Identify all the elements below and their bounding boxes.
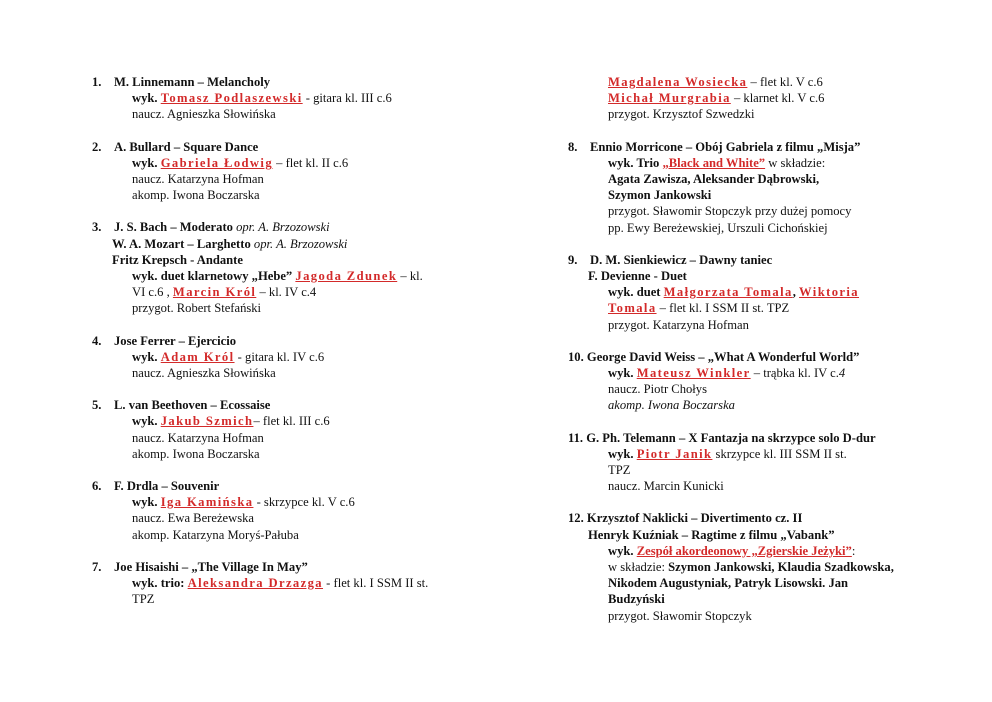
- ensemble-label: w składzie:: [608, 560, 669, 575]
- performer-name: Jagoda Zdunek: [295, 269, 398, 284]
- performer-name: Tomasz Podlaszewski: [160, 91, 303, 106]
- program-item-6: [92, 478, 492, 543]
- performer-label: wyk.: [132, 414, 161, 429]
- performer-label: wyk.: [608, 446, 637, 461]
- program-item-11: [568, 430, 978, 495]
- preparer-line: przygot. Robert Stefański: [132, 301, 262, 316]
- program-item-3: [92, 219, 492, 316]
- program-item-4: [92, 333, 492, 382]
- piece-title: George David Weiss – „What A Wonderful World”: [586, 349, 860, 364]
- left-column: [92, 74, 492, 623]
- item-number: 10.: [568, 349, 584, 364]
- separator: ,: [792, 285, 800, 300]
- ensemble-members: Budzyński: [608, 592, 665, 607]
- performer-name: Gabriela Łodwig: [160, 155, 274, 170]
- item-number: 1.: [92, 75, 102, 89]
- piece-title: F. Drdla – Souvenir: [114, 479, 220, 494]
- item-number: 8.: [568, 139, 578, 154]
- accompanist-line: akomp. Iwona Boczarska: [132, 188, 260, 203]
- performer-details: – kl. IV c.4: [256, 285, 317, 300]
- performer-details: – flet kl. II c.6: [273, 155, 349, 170]
- piece-title: W. A. Mozart – Larghetto: [112, 236, 251, 251]
- preparer-line: przygot. Katarzyna Hofman: [608, 317, 749, 332]
- teacher-line: naucz. Marcin Kunicki: [608, 479, 724, 494]
- performer-details: w składzie:: [765, 155, 826, 170]
- performer-label: wyk.: [608, 366, 637, 381]
- performer-name: Wiktoria: [799, 285, 859, 300]
- performer-details: 4: [838, 366, 846, 381]
- teacher-line: naucz. Katarzyna Hofman: [132, 430, 264, 445]
- performer-name: Małgorzata Tomala: [663, 285, 793, 300]
- arranger: opr. A. Brzozowski: [250, 236, 348, 251]
- ensemble-members: Agata Zawisza, Aleksander Dąbrowski,: [608, 172, 820, 187]
- program-item-8: [568, 139, 978, 236]
- program-item-1: [92, 74, 492, 123]
- performer-name: Iga Kamińska: [160, 495, 254, 510]
- piece-title: Jose Ferrer – Ejercicio: [114, 333, 237, 348]
- piece-title: F. Devienne - Duet: [588, 269, 687, 284]
- ensemble-members: Nikodem Augustyniak, Patryk Lisowski. Jan: [608, 576, 849, 591]
- performer-details: - skrzypce kl. V c.6: [253, 495, 355, 510]
- item-number: 12.: [568, 511, 584, 526]
- item-number: 7.: [92, 559, 102, 574]
- performer-label: wyk. duet: [608, 285, 664, 300]
- program-item-2: [92, 139, 492, 204]
- performer-details: skrzypce kl. III SSM II st.: [712, 446, 847, 461]
- ensemble-members: Szymon Jankowski, Klaudia Szadkowska,: [668, 560, 894, 575]
- performer-name: Marcin Król: [172, 285, 257, 300]
- piece-title: J. S. Bach – Moderato: [114, 220, 233, 235]
- item-number: 4.: [92, 333, 102, 348]
- piece-title: D. M. Sienkiewicz – Dawny taniec: [590, 252, 773, 267]
- performer-label: wyk. Trio: [608, 155, 663, 170]
- performer-details: TPZ: [608, 463, 631, 478]
- right-column: [568, 74, 978, 640]
- performer-label: wyk. trio:: [132, 576, 188, 591]
- performer-details: – flet kl. V c.6: [747, 75, 823, 89]
- piece-title: Joe Hisaishi – „The Village In May”: [114, 559, 308, 574]
- performer-label: wyk.: [132, 91, 161, 106]
- piece-title: Fritz Krepsch - Andante: [112, 252, 243, 267]
- piece-title: A. Bullard – Square Dance: [114, 139, 259, 154]
- program-item-12: [568, 510, 978, 623]
- teacher-line: naucz. Agnieszka Słowińska: [132, 107, 276, 122]
- accompanist-line: akomp. Iwona Boczarska: [132, 446, 260, 461]
- performer-name: Michał Murgrabia: [608, 91, 731, 106]
- teacher-line: naucz. Ewa Bereżewska: [132, 511, 255, 526]
- performer-details: – klarnet kl. V c.6: [730, 91, 825, 106]
- item-number: 2.: [92, 139, 102, 154]
- piece-title: G. Ph. Telemann – X Fantazja na skrzypce solo D-dur: [586, 430, 876, 445]
- arranger: opr. A. Brzozowski: [232, 220, 330, 235]
- piece-title: Ennio Morricone – Obój Gabriela z filmu „Misja”: [590, 139, 861, 154]
- performer-details: – flet kl. III c.6: [253, 414, 330, 429]
- teacher-line: naucz. Katarzyna Hofman: [132, 172, 264, 187]
- preparer-line: pp. Ewy Bereżewskiej, Urszuli Cichońskiej: [608, 220, 828, 235]
- item-number: 3.: [92, 220, 102, 235]
- performer-name: Piotr Janik: [636, 446, 713, 461]
- performer-name: Aleksandra Drzazga: [187, 576, 324, 591]
- performer-name: Mateusz Winkler: [636, 366, 751, 381]
- performer-name: „Black and White”: [662, 155, 766, 170]
- performer-name: Adam Król: [160, 349, 235, 364]
- performer-details: TPZ: [132, 592, 155, 607]
- performer-label: wyk.: [132, 495, 161, 510]
- piece-title: Krzysztof Naklicki – Divertimento cz. II: [586, 511, 803, 526]
- item-number: 9.: [568, 252, 578, 267]
- preparer-line: przygot. Sławomir Stopczyk: [608, 608, 752, 623]
- teacher-line: naucz. Piotr Chołys: [608, 382, 707, 397]
- performer-details: VI c.6 ,: [132, 285, 173, 300]
- accompanist-line: akomp. Iwona Boczarska: [608, 398, 735, 413]
- performer-details: – kl.: [397, 269, 423, 284]
- teacher-line: naucz. Agnieszka Słowińska: [132, 366, 276, 381]
- performer-details: - gitara kl. III c.6: [302, 91, 392, 106]
- program-item-5: [92, 397, 492, 462]
- performer-label: wyk.: [608, 543, 637, 558]
- performer-details: – flet kl. I SSM II st. TPZ: [656, 301, 790, 316]
- performer-label: wyk.: [132, 349, 161, 364]
- piece-title: L. van Beethoven – Ecossaise: [114, 398, 271, 413]
- piece-title: Henryk Kuźniak – Ragtime z filmu „Vabank”: [588, 527, 835, 542]
- program-item-7: [92, 559, 492, 608]
- performer-name: Jakub Szmich: [160, 414, 254, 429]
- performer-label: wyk.: [132, 155, 161, 170]
- punctuation: :: [851, 543, 856, 558]
- item-number: 5.: [92, 398, 102, 413]
- performer-name: Tomala: [608, 301, 657, 316]
- program-item-7-continued: [568, 74, 978, 123]
- performer-details: - gitara kl. IV c.6: [234, 349, 325, 364]
- program-item-9: [568, 252, 978, 333]
- performer-details: - flet kl. I SSM II st.: [323, 576, 429, 591]
- performer-name: Magdalena Wosiecka: [608, 75, 748, 89]
- performer-details: – trąbka kl. IV c.: [750, 366, 839, 381]
- item-number: 11.: [568, 430, 584, 445]
- ensemble-members: Szymon Jankowski: [608, 188, 712, 203]
- program-item-10: [568, 349, 978, 414]
- accompanist-line: akomp. Katarzyna Moryś-Pałuba: [132, 527, 299, 542]
- item-number: 6.: [92, 479, 102, 494]
- performer-name: Zespół akordeonowy „Zgierskie Jeżyki”: [636, 543, 852, 558]
- preparer-line: przygot. Krzysztof Szwedzki: [608, 107, 755, 122]
- performer-label: wyk. duet klarnetowy „Hebe”: [132, 269, 296, 284]
- piece-title: M. Linnemann – Melancholy: [114, 75, 271, 89]
- preparer-line: przygot. Sławomir Stopczyk przy dużej pomocy: [608, 204, 852, 219]
